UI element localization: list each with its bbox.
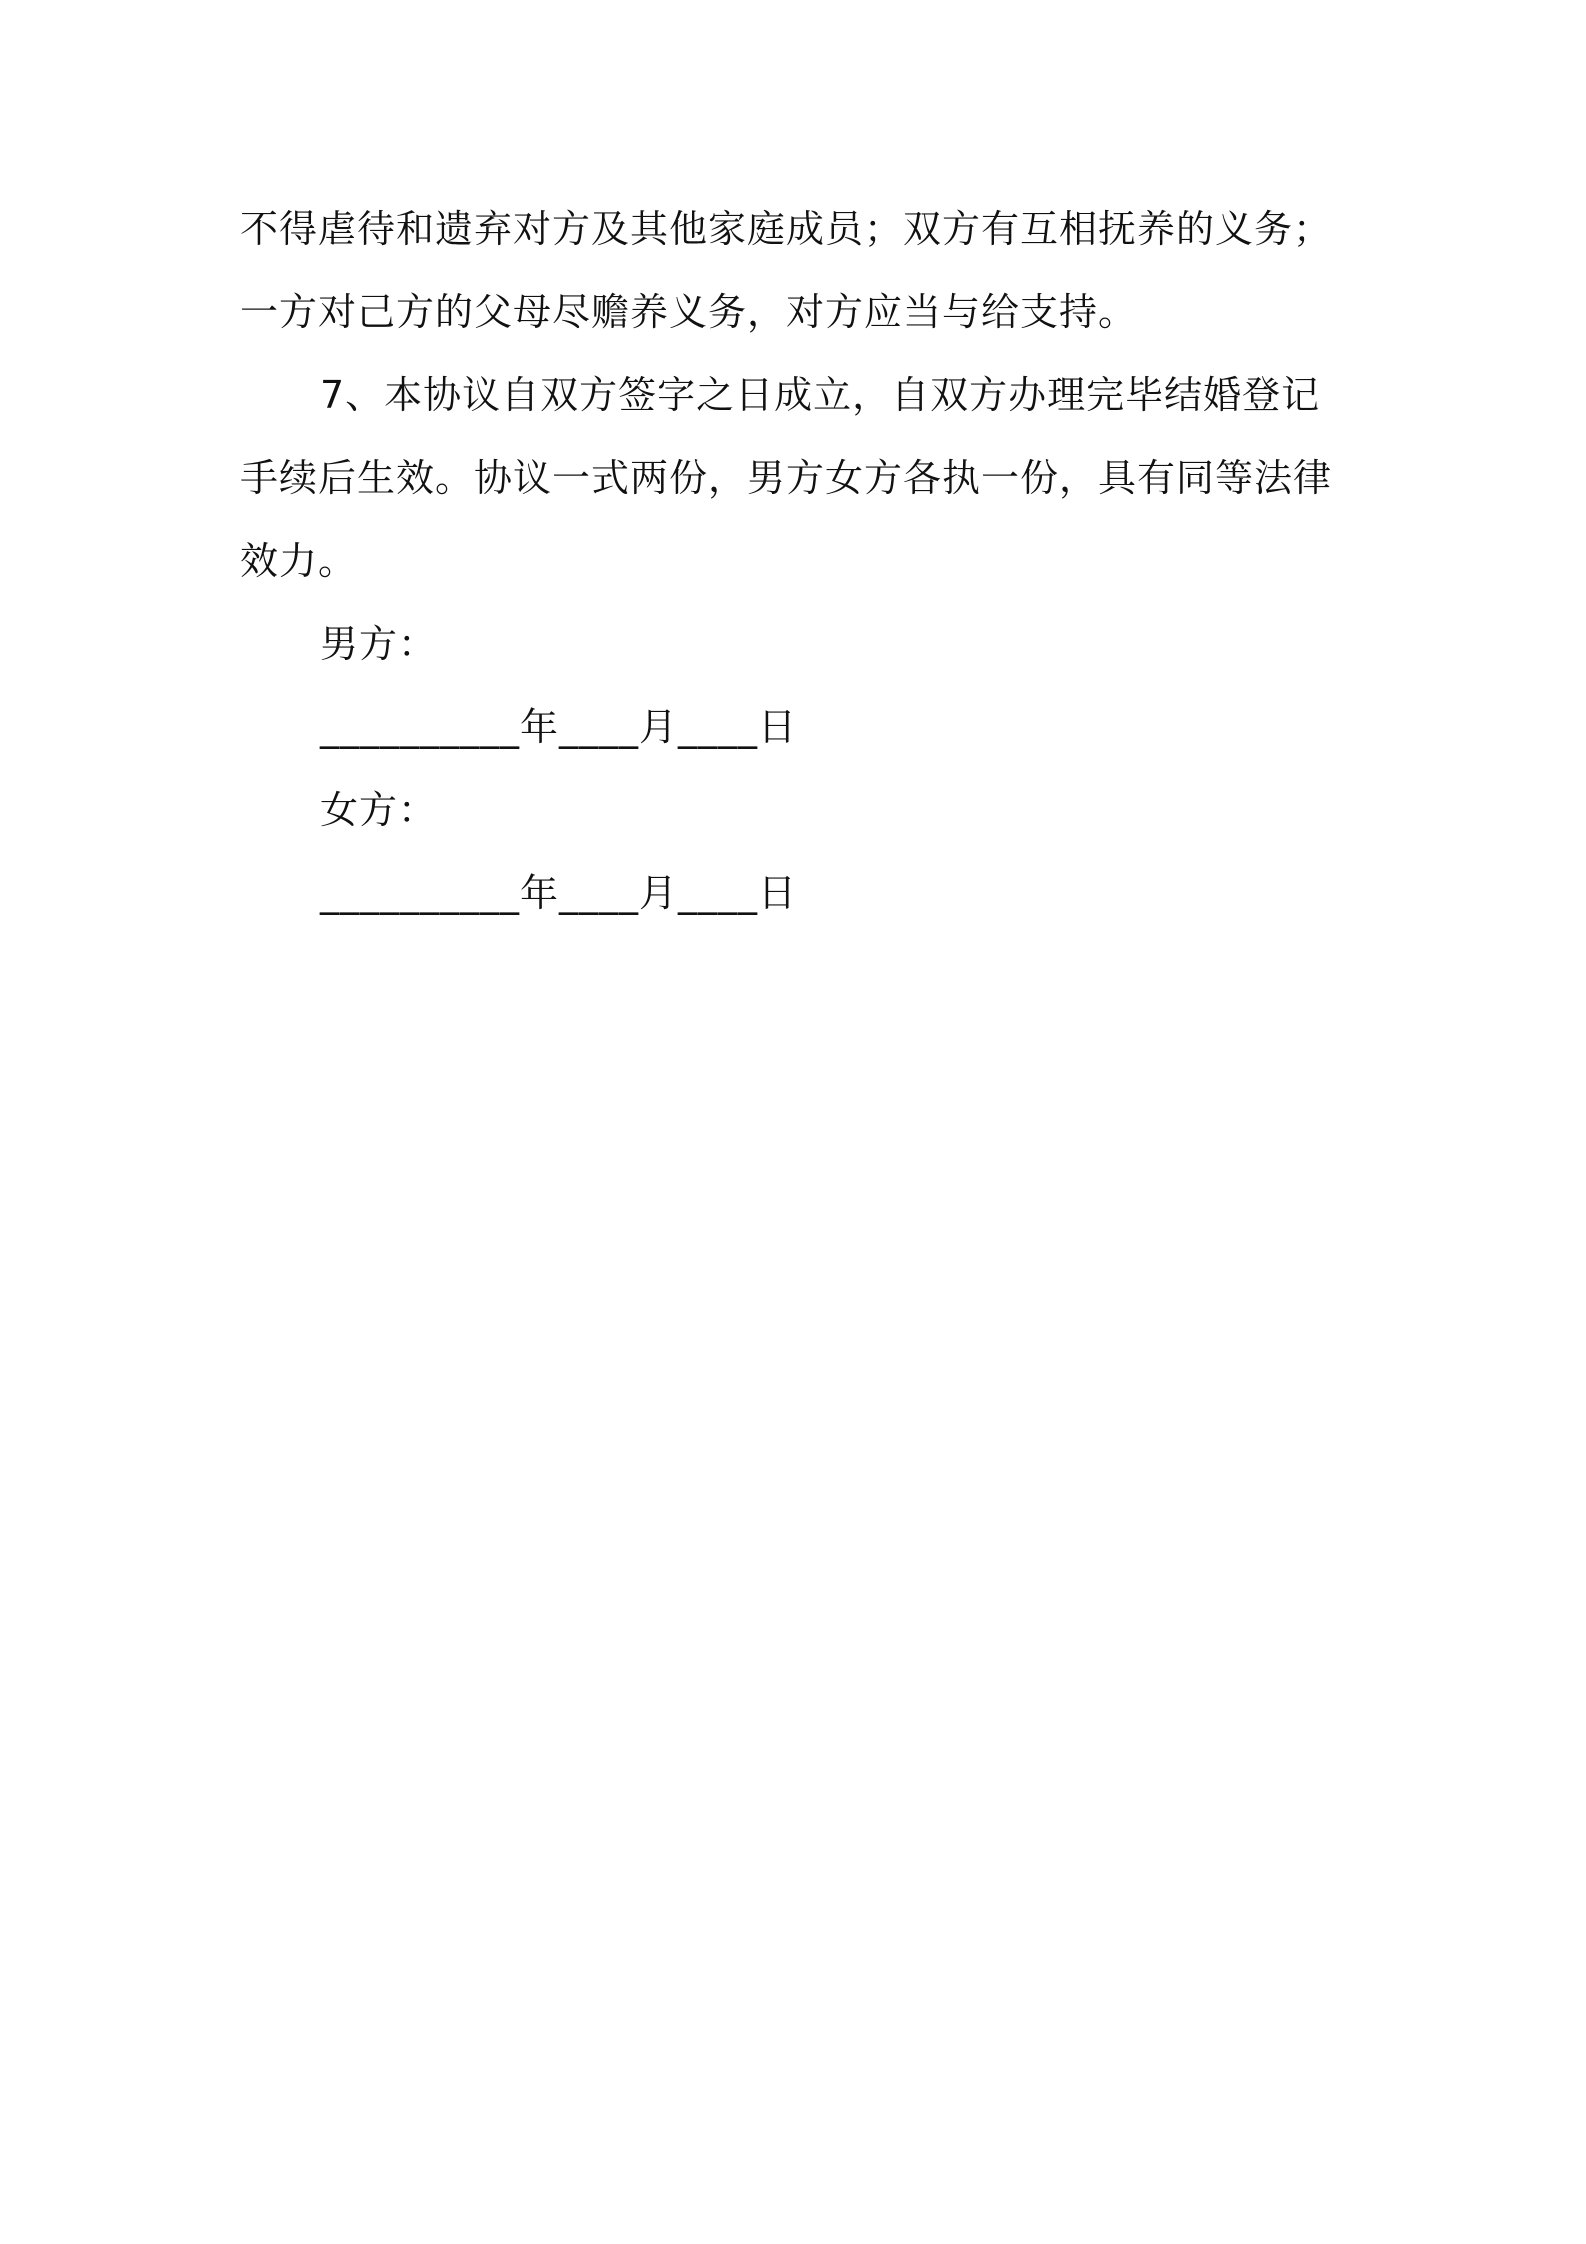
paragraph-1-line-1: 不得虐待和遗弃对方及其他家庭成员；双方有互相抚养的义务； [240, 207, 1333, 251]
female-signature-label: 女方： [320, 788, 438, 832]
document-body [240, 188, 1350, 935]
male-signature-label: 男方： [320, 622, 438, 666]
paragraph-1-line-2: 一方对己方的父母尽赡养义务，对方应当与给支持。 [240, 290, 1138, 334]
paragraph-2-line-2: 手续后生效。协议一式两份，男方女方各执一份，具有同等法律 [240, 456, 1333, 500]
male-signature-date: __________年____月____日 [320, 705, 798, 749]
paragraph-2-line-3: 效力。 [240, 539, 358, 583]
paragraph-2-line-1: 7、本协议自双方签字之日成立，自双方办理完毕结婚登记 [320, 373, 1321, 417]
female-signature-date: __________年____月____日 [320, 871, 798, 915]
